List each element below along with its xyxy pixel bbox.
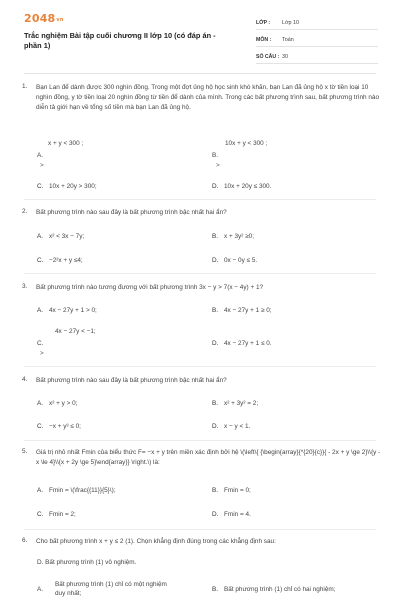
question-text: Cho bất phương trình x + y ≤ 2 (1). Chọn khẳng định đúng trong các khẳng định sau:: [36, 538, 276, 545]
page-header: [0, 0, 400, 72]
option-c[interactable]: C. −2²x + y ≤4;: [37, 257, 83, 264]
question-divider: [24, 440, 376, 441]
option-a[interactable]: A. x² + y > 0;: [37, 400, 78, 407]
option-a[interactable]: A. x² < 3x − 7y;: [37, 233, 85, 240]
header-divider: [24, 73, 376, 74]
question-text: Bạn Lan để dành được 300 nghìn đồng. Trong một đợt ủng hộ học sinh khó khăn, bạn Lan đã ủng hộ x tờ tiền loại 10 nghìn đồng, y tờ tiền loại 20 nghìn đồng từ tiền để dành của mình. Trong các bất phương trình sau, bất phương trình nào diễn tả giới hạn về tổng số tiền mà bạn Lan đã ủng hộ.: [36, 84, 380, 111]
option-b-label[interactable]: B.: [212, 152, 219, 159]
meta-row-class: LỚP : Lớp 10: [256, 17, 378, 30]
option-b[interactable]: 10x + y < 300 ;: [225, 140, 268, 147]
option-a[interactable]: x + y < 300 ;: [48, 140, 84, 147]
option-d[interactable]: D. 0x − 0y ≤ 5.: [212, 257, 258, 264]
option-d[interactable]: D. Fmin = 4.: [212, 511, 251, 518]
quiz-title: Trắc nghiệm Bài tập cuối chương II lớp 10 (có đáp án - phần 1): [24, 31, 216, 50]
option-a[interactable]: Bất phương trình (1) chỉ có một nghiệm duy nhất;: [55, 581, 167, 597]
question-text: Bất phương trình nào sau đây là bất phương trình bậc nhất hai ẩn?: [36, 377, 227, 384]
option-b[interactable]: B. x² + 3y² = 2;: [212, 400, 259, 407]
option-a[interactable]: A. Fmin = \(\frac{{11}}{5}\);: [37, 487, 116, 494]
question-text: Bất phương trình nào sau đây là bất phương trình bậc nhất hai ẩn?: [36, 209, 227, 216]
option-c[interactable]: C. 10x + 20y > 300;: [37, 183, 97, 190]
question-divider: [24, 199, 376, 200]
question-text: Giá trị nhỏ nhất Fmin của biểu thức F= −x + y trên miền xác định bởi hệ \(\left\{ {\begin{array}{*{20}{c}}{ - 2x + y \ge 2}\\{y - x \le 4}\\{x + 2y \ge 5}\end{array}} \right.\) là:: [36, 449, 381, 466]
quiz-meta: [256, 17, 378, 68]
option-d[interactable]: D. x − y < 1.: [212, 423, 251, 430]
question-text: Bất phương trình nào tương đương với bất phương trình 3x − y > 7(x − 4y) + 1?: [36, 284, 264, 291]
question-divider: [24, 273, 376, 274]
option-a-label[interactable]: A.: [37, 586, 44, 593]
option-b[interactable]: B. Bất phương trình (1) chỉ có hai nghiệm;: [212, 586, 336, 593]
site-logo[interactable]: $2048^{vn}$: [24, 12, 64, 25]
option-c[interactable]: C. Fmin = 2;: [37, 511, 76, 518]
question-divider: [24, 366, 376, 367]
meta-row-subject: MÔN : Toán: [256, 34, 378, 47]
option-b[interactable]: B. Fmin = 0;: [212, 487, 251, 494]
meta-row-count: SỐ CÂU : 30: [256, 51, 378, 64]
option-d[interactable]: D. 10x + 20y ≤ 300.: [212, 183, 272, 190]
question-divider: [24, 529, 376, 530]
option-b[interactable]: B. 4x − 27y + 1 ≥ 0;: [212, 307, 272, 314]
option-a-label[interactable]: A.: [37, 152, 44, 159]
option-c[interactable]: 4x − 27y < −1;: [55, 328, 96, 335]
option-c[interactable]: C. −x + y³ ≤ 0;: [37, 423, 81, 430]
option-c-label[interactable]: C.: [37, 340, 44, 347]
option-b[interactable]: B. x + 3y² ≥0;: [212, 233, 254, 240]
option-d[interactable]: D. 4x − 27y + 1 ≤ 0.: [212, 340, 272, 347]
option-d-inline[interactable]: D. Bất phương trình (1) vô nghiệm.: [37, 559, 137, 566]
option-a[interactable]: A. 4x − 27y + 1 > 0;: [37, 307, 97, 314]
